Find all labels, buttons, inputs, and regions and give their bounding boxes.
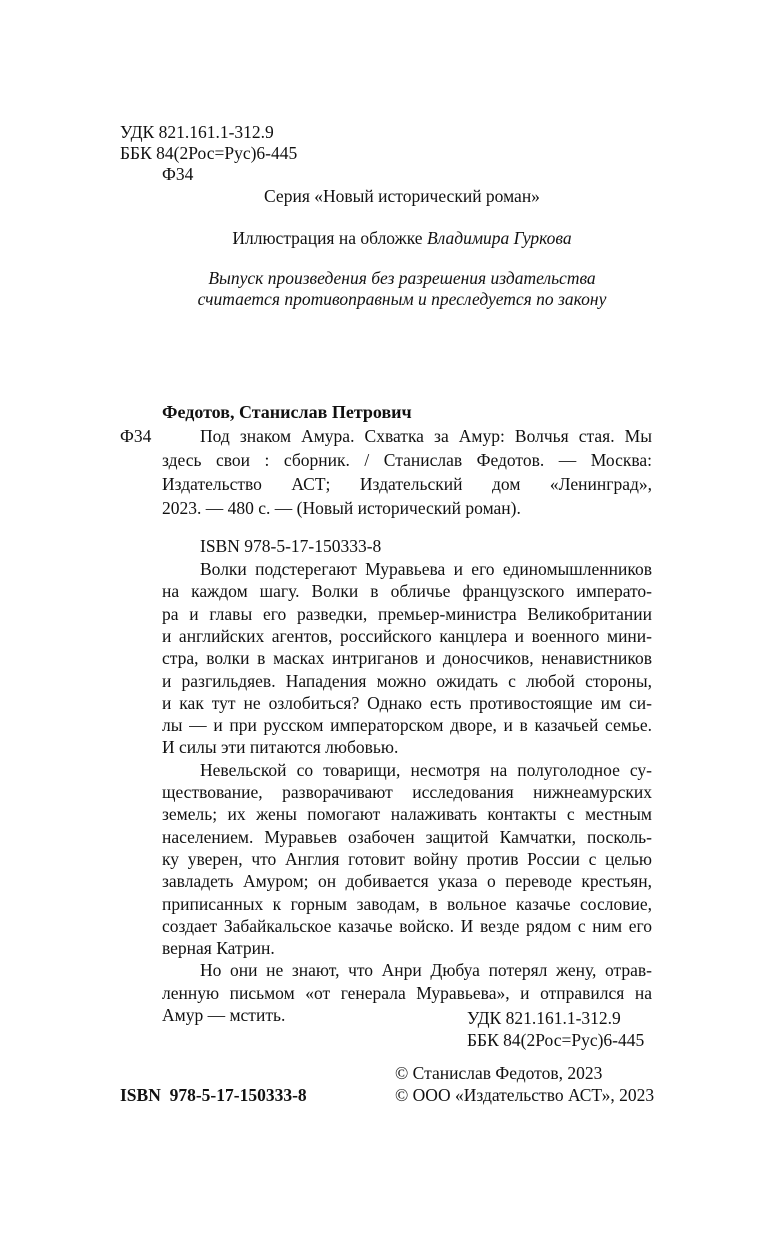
footer-isbn: ISBN 978-5-17-150333-8 — [120, 1085, 307, 1105]
illustration-prefix: Иллюстрация на обложке — [232, 228, 427, 248]
illustration-credit — [18, 228, 768, 248]
annotation-line: и английских агентов, российского канцлера и военного мини- — [162, 625, 652, 646]
annotation-line: Но они не знают, что Анри Дюбуа потерял жену, отрав- — [200, 960, 652, 981]
annotation-line: создает Забайкальское казачье войско. И везде рядом с ним его — [162, 915, 652, 936]
annotation-line: ществование, разворачивают исследования нижнеамурских — [162, 782, 652, 802]
author-mark: Ф34 — [162, 164, 194, 184]
annotation-line: и разгильдяев. Нападения можно ожидать с любой стороны, — [162, 670, 652, 691]
record-line: Под знаком Амура. Схватка за Амур: Волчья стая. Мы — [200, 426, 652, 446]
annotation-line: верная Катрин. — [162, 938, 275, 959]
annotation-line: И силы эти питаются любовью. — [162, 737, 399, 758]
annotation-line: стра, волки в масках интриганов и доносчиков, ненавистников — [162, 648, 652, 669]
annotation-line: населением. Муравьев озабочен защитой Камчатки, посколь- — [162, 826, 652, 847]
record-isbn: ISBN 978-5-17-150333-8 — [200, 536, 382, 556]
record-line: Издательство АСТ; Издательский дом «Ленинград», — [162, 474, 652, 494]
author-name: Федотов, Станислав Петрович — [162, 402, 412, 422]
annotation-line: земель; их жены помогают налаживать контакты с местным — [162, 804, 652, 825]
illustrator-name: Владимира Гуркова — [426, 228, 572, 248]
annotation-line: Невельской со товарищи, несмотря на полуголодное су- — [200, 759, 652, 780]
annotation-line: завладеть Амуром; он добивается указа о переводе крестьян, — [162, 871, 652, 892]
annotation-line: и как тут не озлобиться? Однако есть противостоящие им си- — [162, 692, 652, 713]
copyright-publisher: © ООО «Издательство АСТ», 2023 — [395, 1085, 655, 1105]
annotation-line: Волки подстерегают Муравьева и его единомышленников — [200, 559, 652, 579]
record-line: здесь свои : сборник. / Станислав Федотов. — Москва: — [162, 450, 652, 470]
footer-udk: УДК 821.161.1-312.9 — [467, 1008, 621, 1028]
footer-bbk: ББК 84(2Рос=Рус)6-445 — [467, 1030, 645, 1050]
annotation-line: ра и главы его разведки, премьер-министра Великобритании — [162, 603, 652, 624]
annotation-line: приписанных к горным заводам, в вольное казачье сословие, — [162, 893, 652, 914]
record-mark: Ф34 — [120, 426, 152, 446]
series-title: Серия «Новый исторический роман» — [264, 186, 540, 206]
udk-code: УДК 821.161.1-312.9 — [120, 122, 274, 142]
annotation-line: ленную письмом «от генерала Муравьева», и отправился на — [162, 982, 652, 1003]
record-line: 2023. — 480 с. — (Новый исторический роман). — [162, 498, 521, 518]
annotation-line: Амур — мстить. — [162, 1005, 286, 1025]
annotation-line: ку уверен, что Англия готовит войну против России с целью — [162, 848, 652, 869]
annotation-line: лы — и при русском императорском дворе, и в казачьей семье. — [162, 715, 652, 736]
bbk-code: ББК 84(2Рос=Рус)6-445 — [120, 143, 298, 163]
warning-line: считается противоправным и преследуется по закону — [197, 289, 607, 309]
warning-line: Выпуск произведения без разрешения издательства — [208, 268, 596, 288]
annotation-line: на каждом шагу. Волки в обличье французского императо- — [162, 581, 652, 602]
copyright-author: © Станислав Федотов, 2023 — [395, 1063, 603, 1083]
